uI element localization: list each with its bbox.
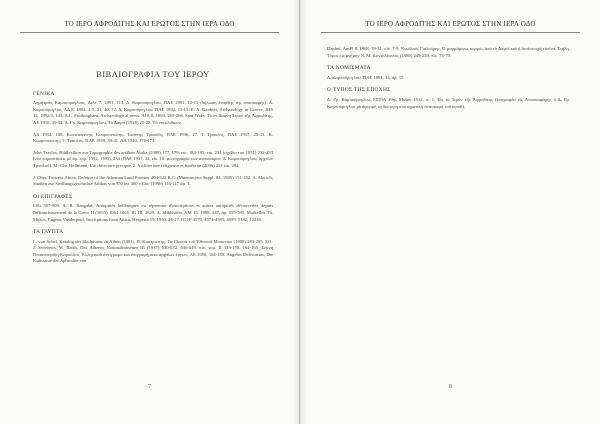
header-rule (20, 32, 279, 33)
section-heading-inscriptions: ΟΙ ΕΠΙΓΡΑΦΕΣ (33, 193, 73, 200)
bibliography-paragraph: CIG 507-509. A. R. Rangabé, Antiquités helléniques ou répertoire d'inscriptions et autres antiquités découvertes depuis l'affranchissement de la Grèce II (1855) 1064-1065. IG III, 3829. A. Mikhhöfer, AM 13, 1888, 347, άρ. 595-595. Markellos Th. Mitsos, Eugene Vanderpool, Inscriptions from Attica, Hesperia 19, 1950, 26-27. IG II² 4570, 4574-4585, 4959, 5182, 13230. (33, 203, 273, 222)
running-head: ΤΟ ΙΕΡΟ ΑΦΡΟΔΙΤΗΣ ΚΑΙ ΕΡΩΤΟΣ ΣΤΗΝ ΙΕΡΑ ΟΔΟ (365, 20, 536, 28)
bibliography-paragraph: L. von Sybel, Katalog der Skulpturen zu Athen (1881). Π. Καστριώτης, Τὰ Γλυπτὰ τοῦ Ἐθνικοῦ Μουσείου (1908) 283-285, 321. J. Svoronos, W. Barth, Das Athener Nationalmuseum III (1937) 630-632, 646-649, πίν. τομ. II 123-150, 164-165. Σέμνη Παπασπυρίδη-Καρούζου, Ἑλληνικοῦ ἀντίγραφο και ἐπιγραφήματα ἀρχαίων ἔργων, AE 1956, 164-180. Angelos Delivorrias, Die Kultstatue der Aphrodite von (33, 238, 273, 264)
right-page (301, 0, 600, 424)
section-heading-general: ΓΕΝΙΚΑ (33, 90, 55, 97)
bibliography-paragraph: J. Ober, Fortress Attica. Defense of the Athenian Land Frontier 404-322 B.C. (Mnemosyne Suppl. 84, 1985) 151-152. A. Mersch, Studien zur Siedlungsgeschichte Attikas von 950 bis 400 v.Chr. (1996) 116-117 άρ. 1. (33, 174, 273, 187)
bibliography-paragraph: ΑΔ 1932, 130. Κωνσταντίνος Κουρουνιώτης, Ἰωάννης Τραυλός, ΠΑΕ 1936, 27. Ἰ. Τραυλός, ΠΑΕ 1937, 25-33. Κ. Κουρουνιώτης, Ἰ. Τραυλός, ΠΑΕ 1939, 39-41. ΑΑ 1940, 170-171. (33, 131, 273, 144)
page-content (33, 72, 273, 270)
section-heading-sculptures: ΤΑ ΓΛΥΠΤΑ (33, 229, 64, 236)
page-title: ΒΙΒΛΙΟΓΡΑΦΙΑ ΤΟΥ ΙΕΡΟΥ (96, 70, 210, 79)
page-number: 7 (148, 384, 151, 390)
bibliography-paragraph: Δ. Γρ. Καμπούρογλου, ΕΣΤΙΑ 19ης Μαΐου 1932, σ. 1: Εἰς τὸ Ἱερὸν τῆς Ἀφροδίτης (ἐπιγραφέα ὡς Ἀνασκαφάρης ὁ Δ. Γρ. Καμπούρογλου μὲ ἀφορμὴ τὴ δεύτερη συστηματικὴ ἀνασκαφὴ τοῦ ἱεροῦ). (327, 96, 570, 109)
bibliography-paragraph: Daphni, AntPl 8, 1968, 19-31, πίν. 7-9. Νικόλαος Γιαλούρης, Ὁ μαρμάρινος κορμὸς ἀπὸ τὸ Δαφνὶ καὶ ἡ ἀντίστοιχή εἰκόνα. Στήλη. Τόμος εἰς μνήμην Ν. Μ. Κοντολέοντος (1980) 249-259, πίν. 73-79. (327, 46, 570, 58)
bibliography-paragraph: John Travlos, Bildlexikon zur Topographie des antiken Attika (1988) 177, 179, εικ. 184-185, εικ. 231 (σχέδιο του 1951) 232-233 (νέα παραστάσεις μὲ άρ. επρ. 1592, 1593), 234 (ΠΑΕ 1937, 32, εἰκ. 10: φωτογραφία των ανασκαφών. Δ. Καμπούρογλου, ἀρχεῖον Τραυλοῦ). M.-Chr. Hellmann, L'architecture grecque. 2. Architecture religieuse et funéraire (2006) 211 εικ. 282. (33, 149, 273, 168)
running-head: ΤΟ ΙΕΡΟ ΑΦΡΟΔΙΤΗΣ ΚΑΙ ΕΡΩΤΟΣ ΣΤΗΝ ΙΕΡΑ ΟΔΟ (64, 20, 235, 28)
bibliography-paragraph: Δ. Καμπούρογλου, ΠΑΕ 1891, 13, άρ. 15. (327, 74, 405, 80)
header-rule (321, 32, 580, 33)
bibliography-paragraph: Δημήτριος Καμπούρογλους, Δελτ 7, 1891, 113. Δ. Καμπούρογλου, ΠΑΕ 1891, 12-13 (δήλωση έναρξης της ανασκαφής). Δ. Καμπούρογλου, ΑΔ 8, 1892, 4-5, 21, 40, 72. Δ. Καμπούρογλου, ΠΑΕ 1892, 11-13. E. A. Gardner, Archaeology in Greece, JHS 13, 1892/3, 143. A.L. Frothingham, Archaeological news, AJA 8, 1893, 265-266. Sam Wide, Τὸ ἐν Δαφνῃ Ἱερὸν τῆς Ἀφροδίτης, AE 1910, 35-52. Δ. Γρ. Καμπούρογλου, Τὸ Δαφνί (1920) 25-28. Τὸ ννεολιθικόν. (33, 100, 273, 125)
section-heading-coins: ΤΑ ΝΟΜΙΣΜΑΤΑ (327, 65, 371, 72)
page-content (327, 46, 570, 115)
section-heading-press: Ο ΤΥΠΟΣ ΤΗΣ ΕΠΟΧΗΣ (327, 87, 391, 94)
page-number: 8 (449, 384, 452, 390)
